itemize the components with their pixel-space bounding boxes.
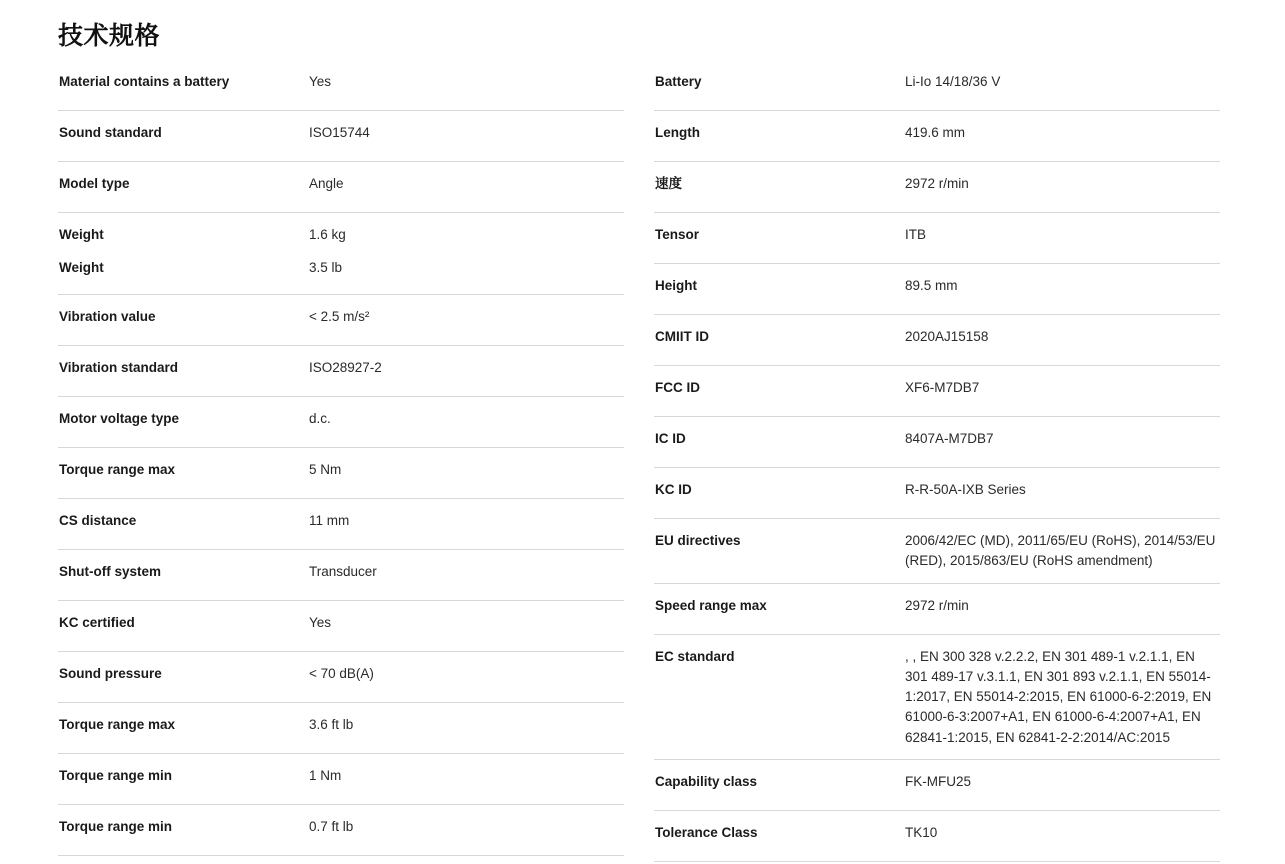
spec-row <box>654 635 1220 760</box>
spec-row <box>654 417 1220 468</box>
spec-label: Length <box>655 125 700 140</box>
spec-row <box>654 162 1220 213</box>
spec-value: 8407A-M7DB7 <box>905 431 994 446</box>
spec-value: 1 Nm <box>309 768 342 783</box>
spec-label: KC ID <box>655 482 692 497</box>
spec-value: 3.6 ft lb <box>309 717 354 732</box>
spec-label: Tensor <box>655 227 700 242</box>
spec-row <box>654 111 1220 162</box>
spec-value: < 70 dB(A) <box>309 666 374 681</box>
spec-label: Sound standard <box>59 125 162 140</box>
spec-value: 5 Nm <box>309 462 342 477</box>
spec-value: Transducer <box>309 564 377 579</box>
spec-value: Li-Io 14/18/36 V <box>905 74 1001 89</box>
spec-label: Vibration standard <box>59 360 179 375</box>
spec-label: FCC ID <box>655 380 700 395</box>
spec-value: Yes <box>309 615 332 630</box>
spec-value: 1.6 kg <box>309 227 346 242</box>
spec-row <box>58 213 624 254</box>
spec-row <box>58 111 624 162</box>
spec-label: Model type <box>59 176 130 191</box>
spec-value: 2972 r/min <box>905 597 969 613</box>
spec-label: KC certified <box>59 615 135 630</box>
spec-label: Sound pressure <box>59 666 162 681</box>
spec-value: d.c. <box>309 411 331 426</box>
spec-label: Motor voltage type <box>59 411 180 426</box>
spec-value: R-R-50A-IXB Series <box>905 482 1026 497</box>
spec-value: XF6-M7DB7 <box>905 380 980 395</box>
spec-value: FK-MFU25 <box>905 773 972 789</box>
spec-row <box>58 499 624 550</box>
spec-row <box>58 448 624 499</box>
spec-label: CS distance <box>59 513 137 528</box>
spec-columns <box>58 60 1220 862</box>
spec-row <box>654 60 1220 111</box>
spec-label: Torque range min <box>59 768 173 783</box>
spec-value: 0.7 ft lb <box>309 819 354 834</box>
spec-label: Height <box>655 278 697 293</box>
spec-value: ITB <box>905 227 927 242</box>
spec-label: EC standard <box>655 648 735 664</box>
spec-label: IC ID <box>655 431 686 446</box>
spec-value: TK10 <box>905 824 938 840</box>
spec-row <box>58 346 624 397</box>
spec-label: Torque range max <box>59 717 176 732</box>
spec-row <box>654 315 1220 366</box>
spec-row <box>58 162 624 213</box>
spec-row <box>654 519 1220 584</box>
spec-row <box>654 366 1220 417</box>
spec-row <box>654 468 1220 519</box>
spec-row <box>58 805 624 856</box>
spec-row <box>654 264 1220 315</box>
spec-label: Weight <box>59 260 104 275</box>
spec-value: Angle <box>309 176 344 191</box>
spec-label: 速度 <box>655 176 682 191</box>
spec-label: Torque range min <box>59 819 173 834</box>
spec-row <box>58 60 624 111</box>
spec-row <box>654 213 1220 264</box>
spec-value: 2020AJ15158 <box>905 329 989 344</box>
spec-value: 3.5 lb <box>309 260 343 275</box>
spec-row <box>654 584 1220 635</box>
spec-value: ISO28927-2 <box>309 360 382 375</box>
spec-column-right <box>654 60 1220 862</box>
spec-label: CMIIT ID <box>655 329 709 344</box>
spec-row <box>654 760 1220 811</box>
spec-label: Vibration value <box>59 309 156 324</box>
spec-value: < 2.5 m/s² <box>309 309 370 324</box>
spec-value: 419.6 mm <box>905 125 966 140</box>
spec-row <box>654 811 1220 862</box>
spec-label: Tolerance Class <box>655 824 758 840</box>
spec-value: 2972 r/min <box>905 176 969 191</box>
spec-row <box>58 601 624 652</box>
spec-value: 89.5 mm <box>905 278 958 293</box>
spec-label: Capability class <box>655 773 758 789</box>
spec-value: ISO15744 <box>309 125 370 140</box>
spec-row <box>58 703 624 754</box>
spec-row <box>58 295 624 346</box>
spec-row <box>58 254 624 295</box>
spec-column-left <box>58 60 624 862</box>
spec-label: Speed range max <box>655 597 767 613</box>
spec-row <box>58 397 624 448</box>
spec-label: EU directives <box>655 533 741 548</box>
spec-value: 2006/42/EC (MD), 2011/65/EU (RoHS), 2014/53/EU (RED), 2015/863/EU (RoHS amendment) <box>905 533 1216 569</box>
spec-row <box>58 754 624 805</box>
page-title: 技术规格 <box>58 22 161 50</box>
spec-label: Shut-off system <box>59 564 162 579</box>
spec-row <box>58 550 624 601</box>
spec-value: , , EN 300 328 v.2.2.2, EN 301 489-1 v.2.1.1, EN 301 489-17 v.3.1.1, EN 301 893 v.2.1.1, EN 55014-1:2017, EN 55014-2:2015, EN 61000-6-2:2019, EN 61000-6-3:2007+A1, EN 61000-6-4:2007+A1, EN 62841-1:2015, EN 62841-2-2:2014/AC:2015 <box>905 648 1212 745</box>
spec-value: Yes <box>309 74 332 89</box>
spec-label: Material contains a battery <box>59 74 230 89</box>
spec-label: Torque range max <box>59 462 176 477</box>
spec-label: Battery <box>655 74 702 89</box>
spec-label: Weight <box>59 227 104 242</box>
spec-value: 11 mm <box>309 513 350 528</box>
spec-row <box>58 652 624 703</box>
